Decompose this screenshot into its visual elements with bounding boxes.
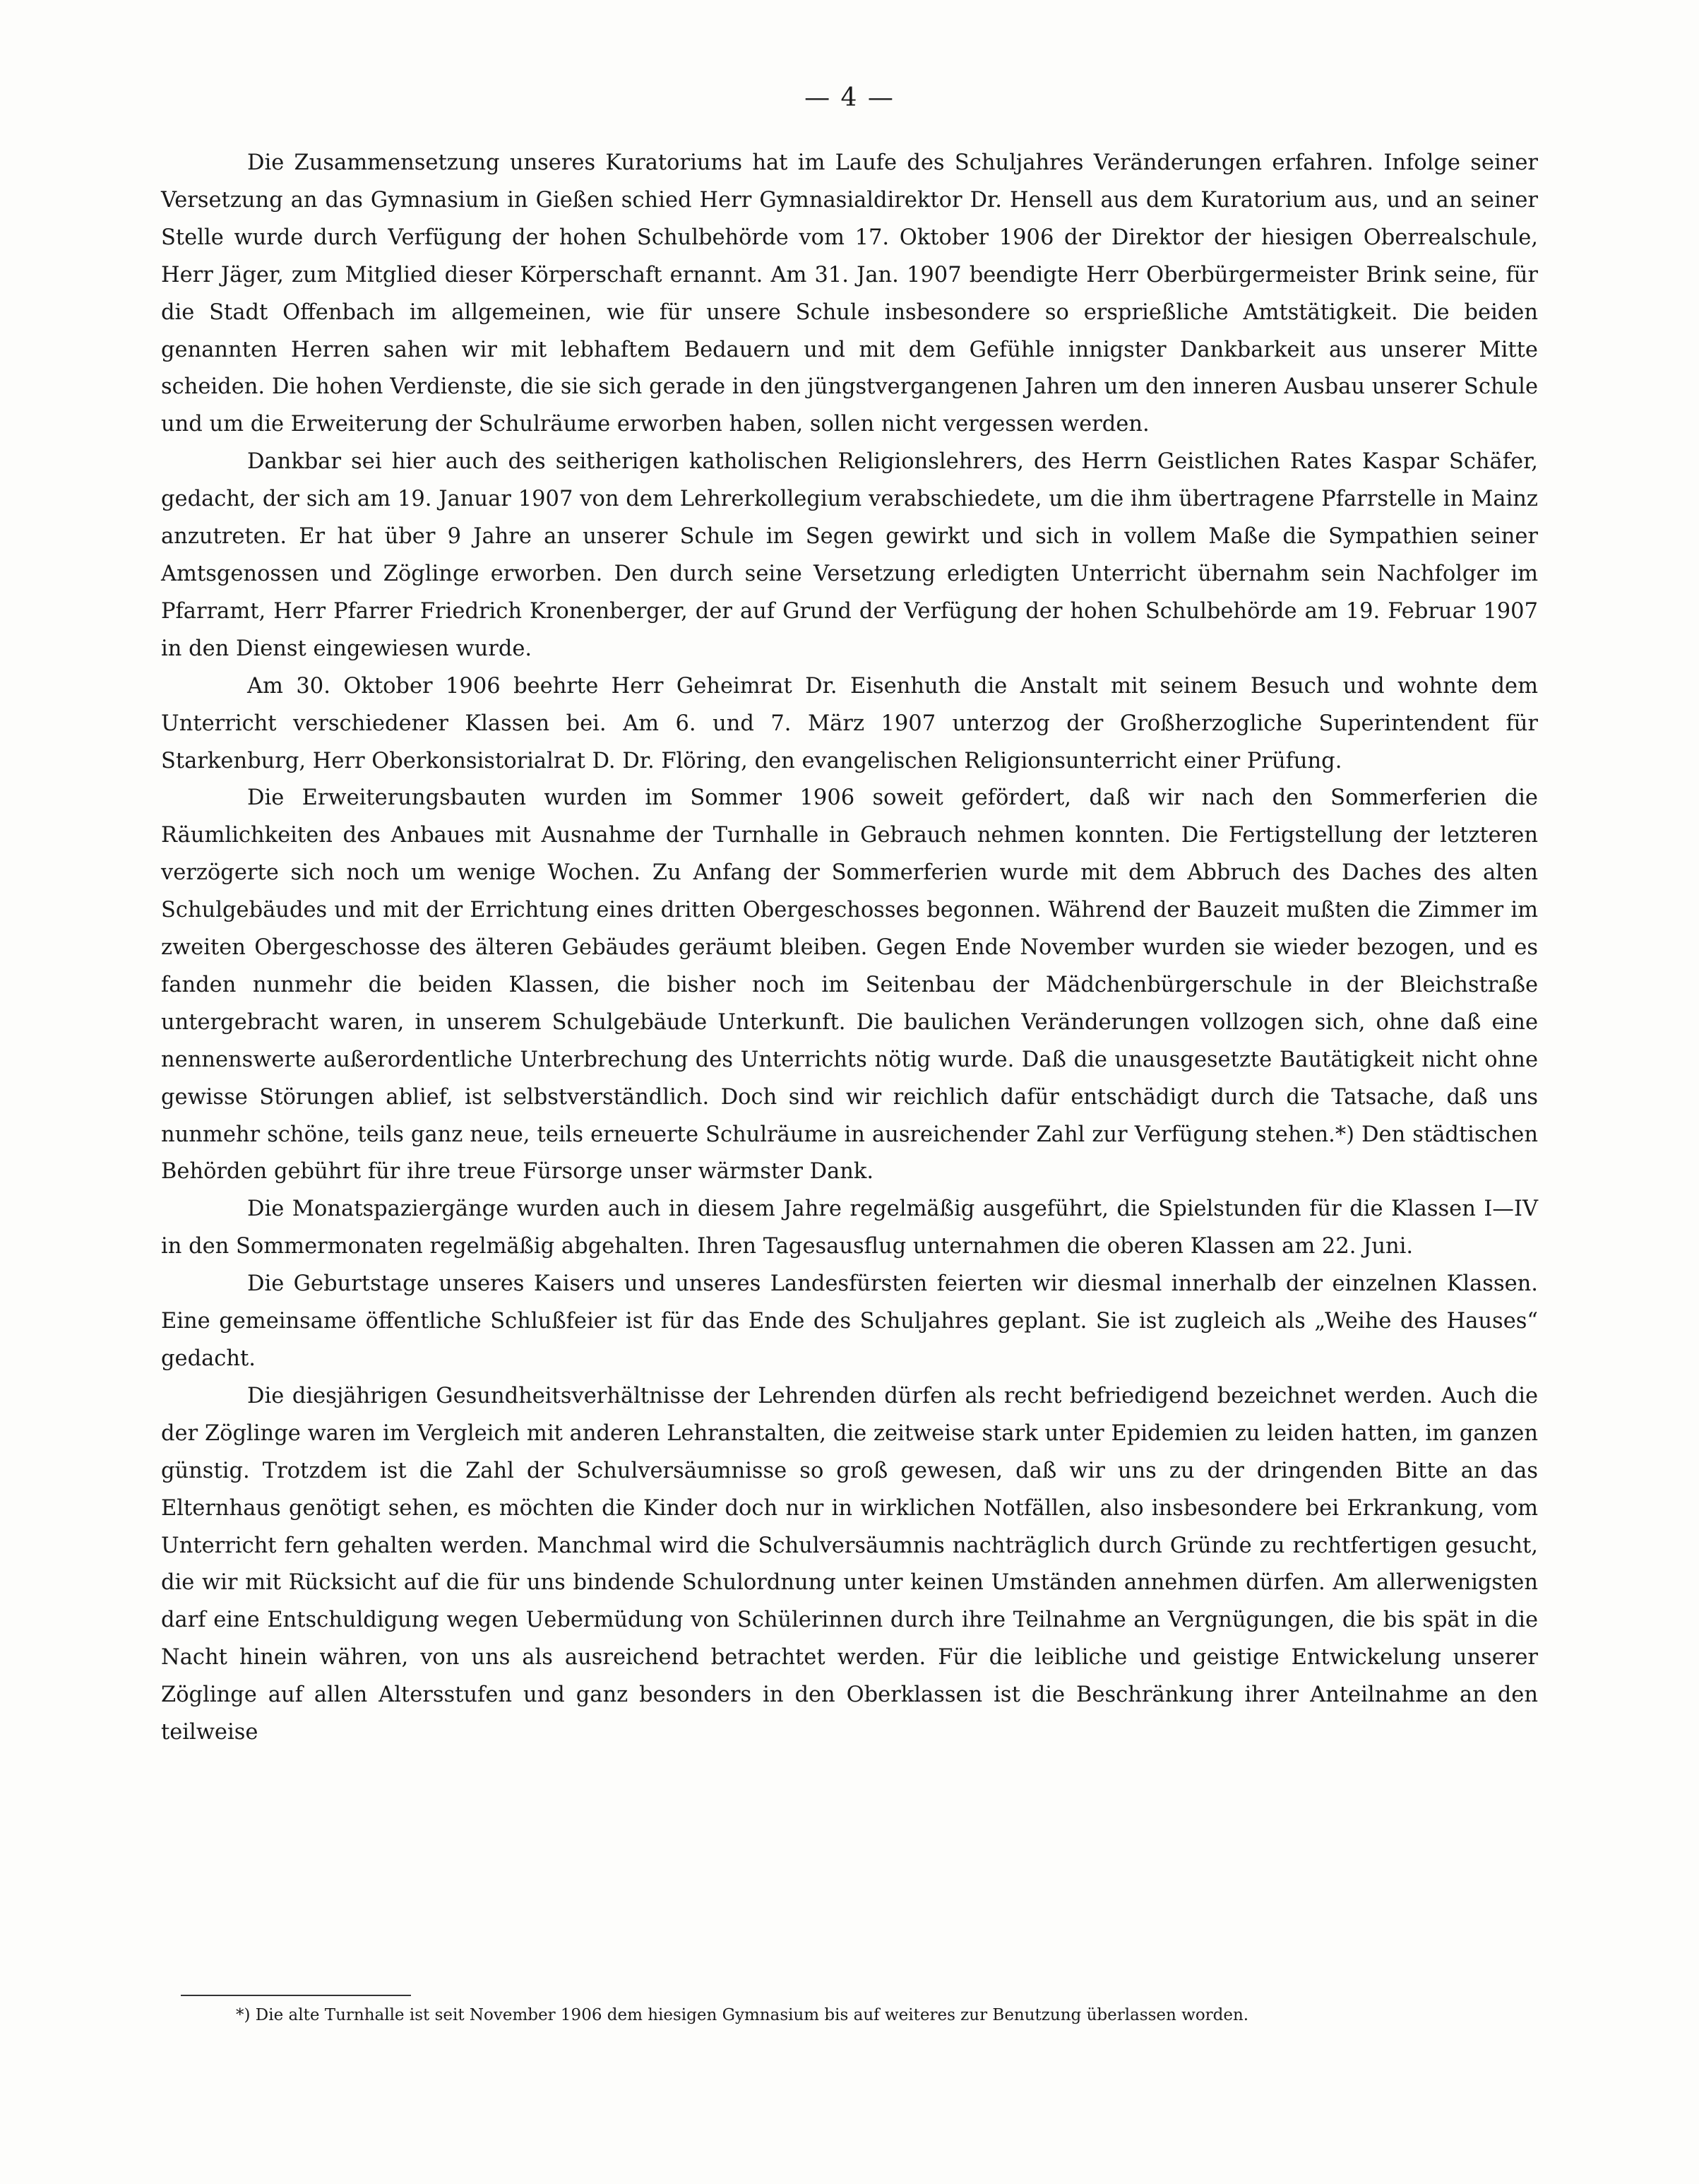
- paragraph-besuche: Am 30. Oktober 1906 beehrte Herr Geheimrat Dr. Eisenhuth die Anstalt mit seinem Besuch und wohnte dem Unterricht verschiedener Klassen bei. Am 6. und 7. März 1907 unterzog der Großherzogliche Superintendent für Starkenburg, Herr Oberkonsistorialrat D. Dr. Flöring, den evangelischen Religionsunterricht einer Prüfung.: [161, 673, 1538, 773]
- paragraph-erweiterungsbauten: Die Erweiterungsbauten wurden im Sommer 1906 soweit gefördert, daß wir nach den Sommerferien die Räumlichkeiten des Anbaues mit Ausnahme der Turnhalle in Gebrauch nehmen konnten. Die Fertigstellung der letzteren verzögerte sich noch um wenige Wochen. Zu Anfang der Sommerferien wurde mit dem Abbruch des Daches des alten Schulgebäudes und mit der Errichtung eines dritten Obergeschosses begonnen. Während der Bauzeit mußten die Zimmer im zweiten Obergeschosse des älteren Gebäudes geräumt bleiben. Gegen Ende November wurden sie wieder bezogen, und es fanden nunmehr die beiden Klassen, die bisher noch im Seitenbau der Mädchenbürgerschule in der Bleichstraße untergebracht waren, in unserem Schulgebäude Unterkunft. Die baulichen Veränderungen vollzogen sich, ohne daß eine nennenswerte außerordentliche Unterbrechung des Unterrichts nötig wurde. Daß die unausgesetzte Bautätigkeit nicht ohne gewisse Störungen ablief, ist selbstverständlich. Doch sind wir reichlich dafür entschädigt durch die Tatsache, daß uns nunmehr schöne, teils ganz neue, teils erneuerte Schulräume in ausreichender Zahl zur Verfügung stehen.*) Den städtischen Behörden gebührt für ihre treue Fürsorge unser wärmster Dank.: [161, 785, 1538, 1185]
- paragraph-monatspaziergaenge: Die Monatspaziergänge wurden auch in diesem Jahre regelmäßig ausgeführt, die Spielstunden für die Klassen I—IV in den Sommermonaten regelmäßig abgehalten. Ihren Tagesausflug unternahmen die oberen Klassen am 22. Juni.: [161, 1197, 1538, 1259]
- footnote: *) Die alte Turnhalle ist seit November 1906 dem hiesigen Gymnasium bis auf weiteres zur Benutzung überlassen worden.: [236, 2006, 1249, 2024]
- footnote-divider: [181, 1995, 411, 1996]
- body-text: [161, 145, 1538, 1752]
- paragraph-gesundheit: Die diesjährigen Gesundheitsverhältnisse der Lehrenden dürfen als recht befriedigend bezeichnet werden. Auch die der Zöglinge waren im Vergleich mit anderen Lehranstalten, die zeitweise stark unter Epidemien zu leiden hatten, im ganzen günstig. Trotzdem ist die Zahl der Schulversäumnisse so groß gewesen, daß wir uns zu der dringenden Bitte an das Elternhaus genötigt sehen, es möchten die Kinder doch nur in wirklichen Notfällen, also insbesondere bei Erkrankung, vom Unterricht fern gehalten werden. Manchmal wird die Schulversäumnis nachträglich durch Gründe zu rechtfertigen gesucht, die wir mit Rücksicht auf die für uns bindende Schulordnung unter keinen Umständen annehmen dürfen. Am allerwenigsten darf eine Entschuldigung wegen Uebermüdung von Schülerinnen durch ihre Teilnahme an Vergnügungen, die bis spät in die Nacht hinein währen, von uns als ausreichend betrachtet werden. Für die leibliche und geistige Entwickelung unserer Zöglinge auf allen Altersstufen und ganz besonders in den Oberklassen ist die Beschränkung ihrer Anteilnahme an den teilweise: [161, 1383, 1538, 1745]
- paragraph-religionslehrer: Dankbar sei hier auch des seitherigen katholischen Religionslehrers, des Herrn Geistlichen Rates Kaspar Schäfer, gedacht, der sich am 19. Januar 1907 von dem Lehrerkollegium verabschiedete, um die ihm übertragene Pfarrstelle in Mainz anzutreten. Er hat über 9 Jahre an unserer Schule im Segen gewirkt und sich in vollem Maße die Sympathien seiner Amtsgenossen und Zöglinge erworben. Den durch seine Versetzung erledigten Unterricht übernahm sein Nachfolger im Pfarramt, Herr Pfarrer Friedrich Kronenberger, der auf Grund der Verfügung der hohen Schulbehörde am 19. Februar 1907 in den Dienst eingewiesen wurde.: [161, 449, 1538, 661]
- paragraph-kuratorium: Die Zusammensetzung unseres Kuratoriums hat im Laufe des Schuljahres Veränderungen erfahren. Infolge seiner Versetzung an das Gymnasium in Gießen schied Herr Gymnasialdirektor Dr. Hensell aus dem Kuratorium aus, und an seiner Stelle wurde durch Verfügung der hohen Schulbehörde vom 17. Oktober 1906 der Direktor der hiesigen Oberrealschule, Herr Jäger, zum Mitglied dieser Körperschaft ernannt. Am 31. Jan. 1907 beendigte Herr Oberbürgermeister Brink seine, für die Stadt Offenbach im allgemeinen, wie für unsere Schule insbesondere so ersprießliche Amtstätigkeit. Die beiden genannten Herren sahen wir mit lebhaftem Bedauern und mit dem Gefühle innigster Dankbarkeit aus unserer Mitte scheiden. Die hohen Verdienste, die sie sich gerade in den jüngstvergangenen Jahren um den inneren Ausbau unserer Schule und um die Erweiterung der Schulräume erworben haben, sollen nicht vergessen werden.: [161, 150, 1538, 437]
- page-number: — 4 —: [804, 83, 895, 112]
- paragraph-geburtstage: Die Geburtstage unseres Kaisers und unseres Landesfürsten feierten wir diesmal innerhalb der einzelnen Klassen. Eine gemeinsame öffentliche Schlußfeier ist für das Ende des Schuljahres geplant. Sie ist zugleich als „Weihe des Hauses“ gedacht.: [161, 1271, 1538, 1371]
